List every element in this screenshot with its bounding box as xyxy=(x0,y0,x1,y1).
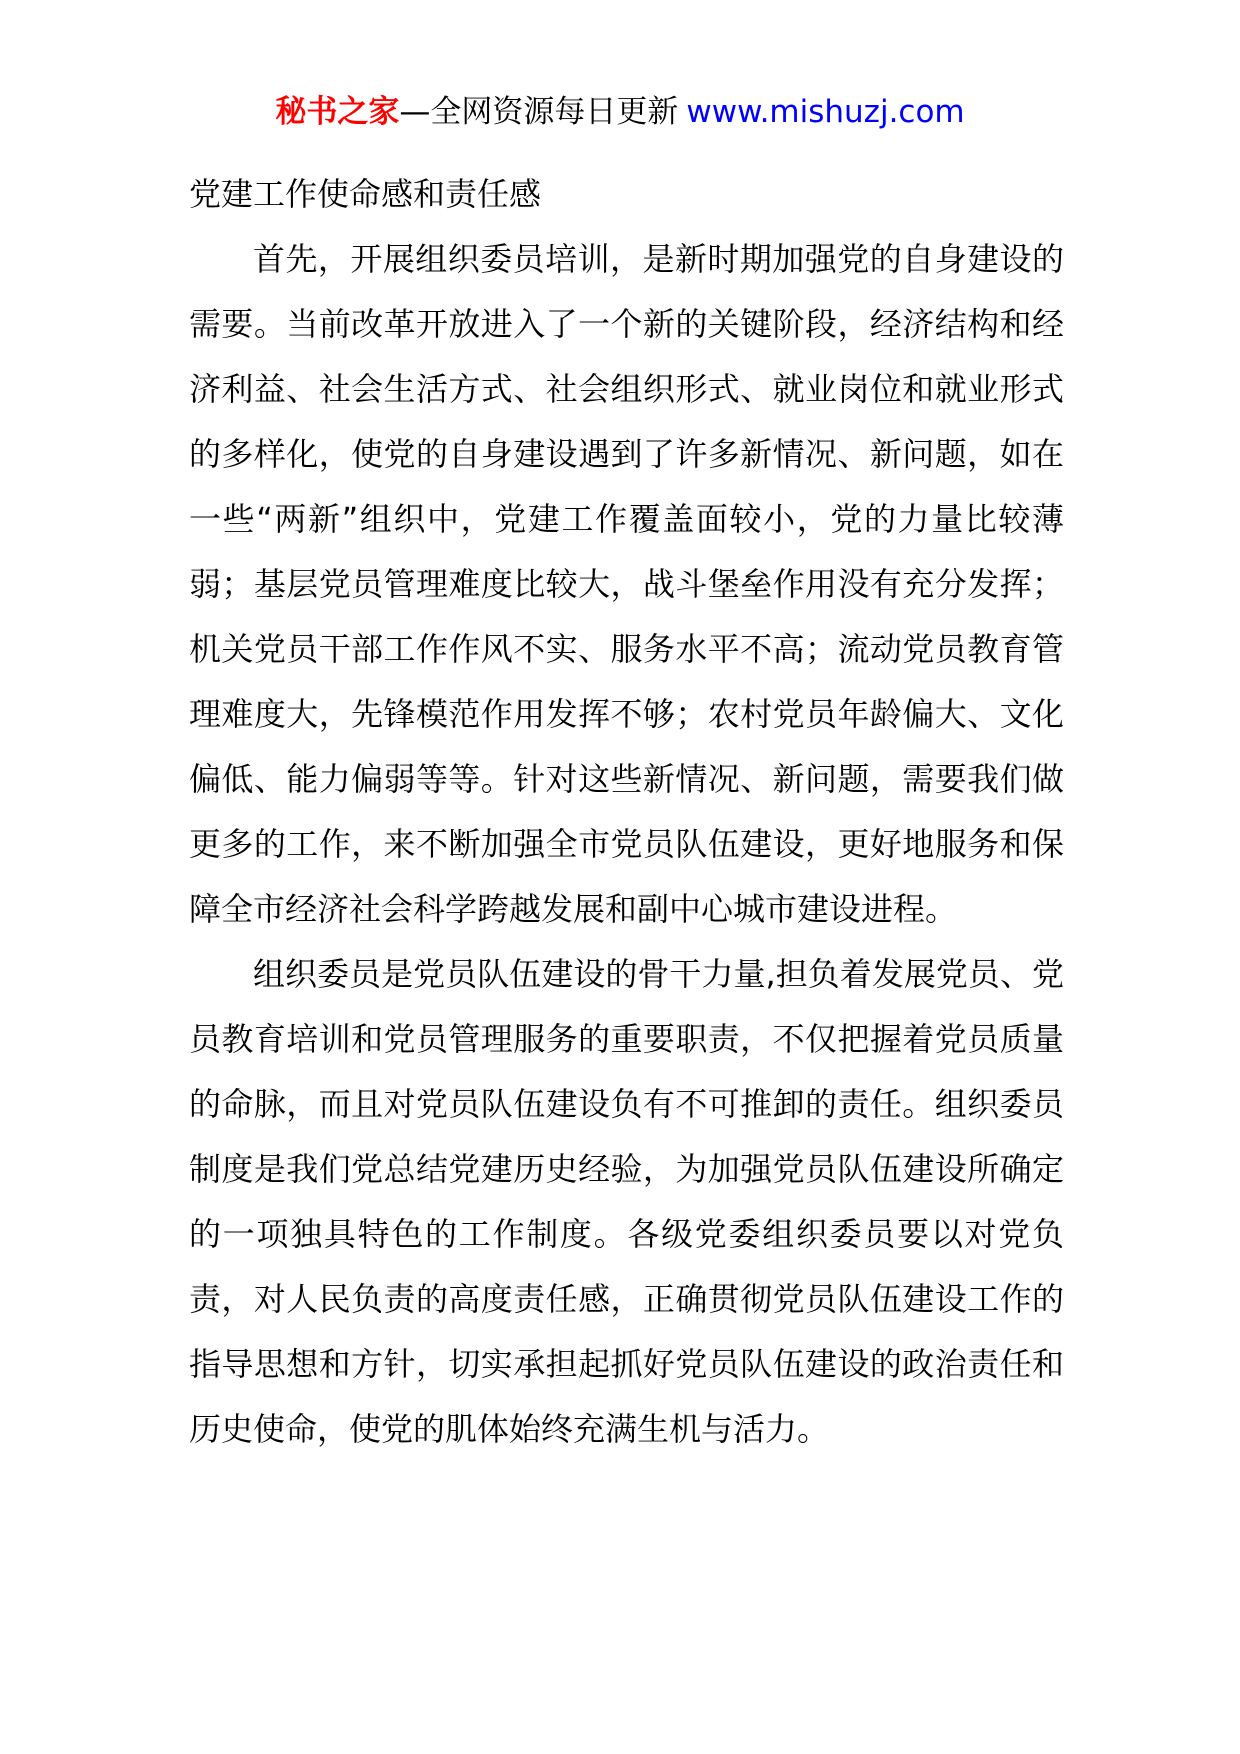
continuation-line: 党建工作使命感和责任感 xyxy=(189,175,542,213)
brand-name: 秘书之家 xyxy=(275,94,400,130)
paragraph-2: 组织委员是党员队伍建设的骨干力量,担负着发展党员、党员教育培训和党员管理服务的重要职责，不仅把握着党员质量的命脉，而且对党员队伍建设负有不可推卸的责任。组织委员制度是我们党总结党建历史经验，为加强党员队伍建设所确定的一项独具特色的工作制度。各级党委组织委员要以对党负责，对人民负责的高度责任感，正确贯彻党员队伍建设工作的指导思想和方针，切实承担起抓好党员队伍建设的政治责任和历史使命，使党的肌体始终充满生机与活力。 xyxy=(189,955,1064,1448)
site-url-link[interactable]: www.mishuzj.com xyxy=(686,94,965,130)
page-header xyxy=(0,92,1240,132)
paragraph-1: 首先，开展组织委员培训，是新时期加强党的自身建设的需要。当前改革开放进入了一个新的关键阶段，经济结构和经济利益、社会生活方式、社会组织形式、就业岗位和就业形式的多样化，使党的自身建设遇到了许多新情况、新问题，如在一些“两新”组织中，党建工作覆盖面较小，党的力量比较薄弱；基层党员管理难度比较大，战斗堡垒作用没有充分发挥；机关党员干部工作作风不实、服务水平不高；流动党员教育管理难度大，先锋模范作用发挥不够；农村党员年龄偏大、文化偏低、能力偏弱等等。针对这些新情况、新问题，需要我们做更多的工作，来不断加强全市党员队伍建设，更好地服务和保障全市经济社会科学跨越发展和副中心城市建设进程。 xyxy=(189,240,1064,928)
header-tagline: —全网资源每日更新 xyxy=(399,94,679,130)
document-body xyxy=(189,162,1064,1462)
